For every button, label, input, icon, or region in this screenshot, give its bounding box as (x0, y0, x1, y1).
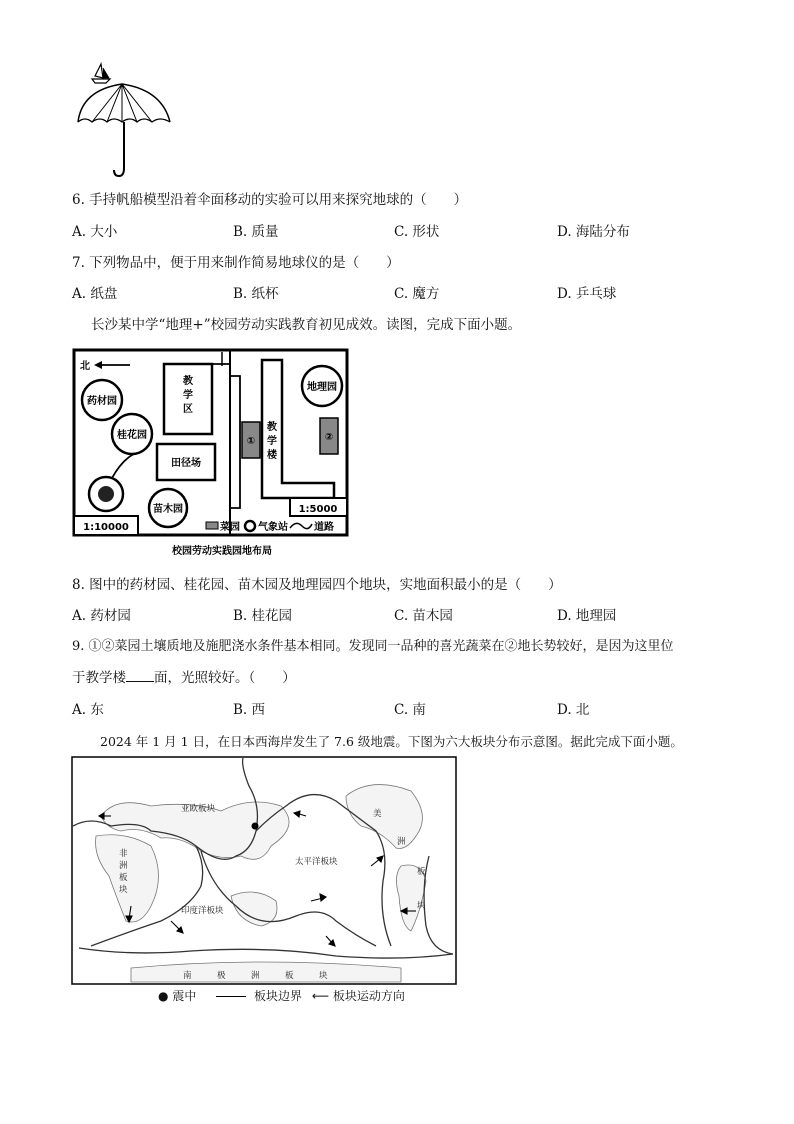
q7-option-b[interactable]: B. 纸杯 (233, 286, 279, 302)
nursery-label: 苗木园 (153, 504, 183, 515)
label-american-plate-4: 块 (417, 901, 426, 911)
antarctica-landmass (131, 962, 401, 982)
legend-boundary-label: 板块边界 (253, 989, 302, 1003)
label-african-plate-2: 洲 (119, 861, 128, 871)
q8-option-b[interactable]: B. 桂花园 (233, 608, 293, 624)
epicenter-legend-icon: ● (158, 989, 169, 1003)
label-antarctic-5: 块 (319, 971, 328, 981)
label-american-plate-2: 洲 (397, 837, 406, 847)
label-african-plate-4: 块 (119, 885, 128, 895)
tectonic-plates-map (71, 756, 457, 986)
label-antarctic-2: 极 (217, 971, 226, 981)
q6-option-c[interactable]: C. 形状 (394, 224, 440, 240)
label-american-plate-1: 美 (373, 809, 382, 819)
scale-right: 1:5000 (298, 504, 338, 515)
q7-option-a[interactable]: A. 纸盘 (72, 286, 118, 302)
q7-option-c[interactable]: C. 魔方 (394, 286, 440, 302)
question-9-line-2-pre: 于教学楼 (72, 670, 126, 686)
boundary-legend-line (216, 996, 246, 997)
legend-station: 气象站 (258, 522, 288, 533)
umbrella-sailboat-illustration (72, 60, 182, 182)
q8-option-c[interactable]: C. 苗木园 (394, 608, 453, 624)
plate-intro-text: 2024 年 1 月 1 日，在日本西海岸发生了 7.6 级地震。下图为六大板块分布示意图。据此完成下面小题。 (100, 734, 683, 749)
label-pacific-plate: 太平洋板块 (295, 857, 338, 867)
label-antarctic-1: 南 (183, 971, 192, 981)
weather-station-icon (98, 486, 114, 502)
north-label: 北 (80, 361, 90, 372)
question-8-text: 8. 图中的药材园、桂花园、苗木园及地理园四个地块，实地面积最小的是（ ） (72, 577, 562, 593)
scale-left: 1:10000 (83, 522, 129, 533)
q6-option-d[interactable]: D. 海陆分布 (557, 224, 630, 240)
question-6-text: 6. 手持帆船模型沿着伞面移动的实验可以用来探究地球的（ ） (72, 192, 468, 208)
legend-garden: 菜园 (220, 522, 240, 533)
campus-map-caption: 校园劳动实践园地布局 (172, 546, 272, 557)
q7-option-d[interactable]: D. 乒乓球 (557, 286, 617, 302)
label-antarctic-3: 洲 (251, 971, 260, 981)
teaching-building-char-1: 教 (267, 422, 277, 433)
teaching-building-char-3: 楼 (267, 450, 277, 461)
teaching-area-char-3: 区 (183, 404, 193, 415)
plate-map-legend (158, 987, 405, 1004)
label-indian-plate: 印度洋板块 (181, 906, 224, 916)
plot-1-label: ① (246, 436, 256, 447)
q8-option-a[interactable]: A. 药材园 (72, 608, 131, 624)
label-eurasian-plate: 亚欧板块 (181, 804, 216, 814)
sports-field-label: 田径场 (171, 458, 201, 469)
question-9-line-2-post: 面，光照较好。（ ） (154, 670, 296, 686)
geo-garden-label: 地理园 (307, 382, 337, 393)
q9-option-b[interactable]: B. 西 (233, 702, 266, 718)
q9-option-c[interactable]: C. 南 (394, 702, 426, 718)
teaching-area-char-1: 教 (183, 376, 193, 387)
teaching-building-char-2: 学 (267, 436, 277, 447)
q8-option-d[interactable]: D. 地理园 (557, 608, 617, 624)
legend-direction-label: 板块运动方向 (332, 989, 405, 1003)
label-african-plate-3: 板 (119, 873, 128, 883)
osmanthus-garden-label: 桂花园 (117, 430, 147, 441)
label-antarctic-4: 板 (285, 971, 294, 981)
teaching-area-char-2: 学 (183, 390, 193, 401)
campus-intro-text: 长沙某中学“地理+”校园劳动实践教育初见成效。读图，完成下面小题。 (91, 317, 522, 333)
q6-option-a[interactable]: A. 大小 (72, 224, 118, 240)
legend-epicenter-label: 震中 (172, 989, 197, 1003)
q6-option-b[interactable]: B. 质量 (233, 224, 279, 240)
epicenter-marker (252, 823, 259, 830)
plot-2-label: ② (324, 432, 334, 443)
question-7-text: 7. 下列物品中，便于用来制作简易地球仪的是（ ） (72, 255, 400, 271)
legend-road: 道路 (314, 522, 334, 533)
q9-option-a[interactable]: A. 东 (72, 702, 104, 718)
q9-option-d[interactable]: D. 北 (557, 702, 590, 718)
answer-blank[interactable] (126, 669, 154, 682)
label-african-plate-1: 非 (119, 849, 128, 859)
herb-garden-label: 药材园 (87, 396, 117, 407)
arrow-left-icon: ⟵ (311, 989, 330, 1003)
campus-map (72, 348, 352, 560)
label-american-plate-3: 板 (417, 867, 426, 877)
question-9-line-1: 9. ①②菜园土壤质地及施肥浇水条件基本相同。发现同一品种的喜光蔬菜在②地长势较好，是因为这里位 (72, 639, 674, 654)
question-9-line-2 (72, 669, 296, 687)
